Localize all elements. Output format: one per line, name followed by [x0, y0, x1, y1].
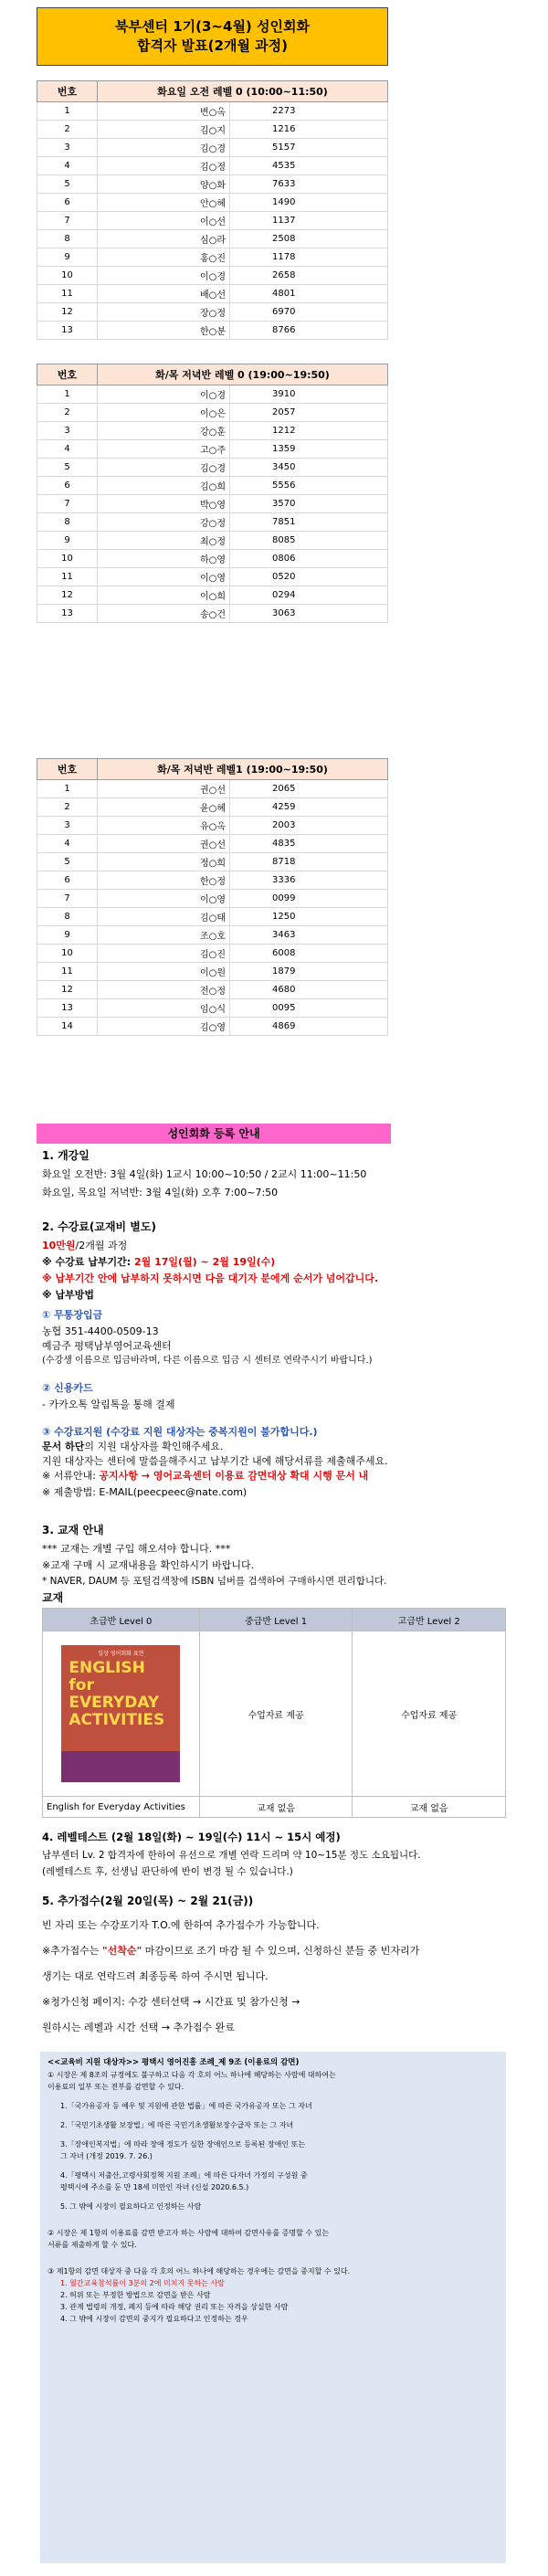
- textbook-cover-cell: [43, 1631, 200, 1797]
- textbook-footer-level2: 교재 없음: [353, 1797, 506, 1818]
- row-number: 4: [37, 440, 98, 459]
- notes-item5: 5. 그 밖에 시장이 필요하다고 인정하는 사람: [60, 2202, 202, 2211]
- row-code: 4869: [230, 1018, 388, 1036]
- row-number: 10: [37, 550, 98, 568]
- row-name: 한○정: [98, 871, 230, 890]
- table-row: [37, 568, 388, 586]
- extra-line5: 원하시는 레벨과 시간 선택 → 추가접수 완료: [42, 2022, 235, 2033]
- notes-item2: 2.「국민기초생활 보장법」에 따른 국민기초생활보장수급자 또는 그 자녀: [60, 2121, 294, 2129]
- row-code: 4801: [230, 285, 388, 303]
- row-code: 3336: [230, 871, 388, 890]
- table-row: [37, 212, 388, 230]
- row-name: 배○선: [98, 285, 230, 303]
- row-name: 홍○진: [98, 248, 230, 267]
- row-name: 김○경: [98, 139, 230, 157]
- row-number: 14: [37, 1018, 98, 1036]
- row-code: 0806: [230, 550, 388, 568]
- row-code: 4535: [230, 157, 388, 175]
- section1-line1: 화요일 오전반: 3월 4일(화) 1교시 10:00~10:50 / 2교시 11:00~11:50: [42, 1168, 367, 1180]
- row-code: 2658: [230, 267, 388, 285]
- row-name: 양○화: [98, 175, 230, 194]
- table-row: [37, 459, 388, 477]
- textbook-table: [42, 1608, 506, 1818]
- table-row: [37, 550, 388, 568]
- roster-header-class: 화/목 저녁반 레벨 0 (19:00~19:50): [98, 364, 388, 385]
- fee-line: [42, 1239, 127, 1252]
- payment-period-label: ※ 수강료 납부기간:: [42, 1256, 132, 1268]
- support-doc-line2: 지원 대상자는 센터에 말씀을해주시고 납부기간 내에 해당서류를 제출해주세요.: [42, 1455, 388, 1467]
- section2-title: 2. 수강료(교재비 별도): [42, 1220, 156, 1233]
- level-test-line2: (레벨테스트 후, 선생님 판단하에 반이 변경 될 수 있습니다.): [42, 1866, 293, 1877]
- table-row: [37, 322, 388, 340]
- support-eligibility-box: [40, 2052, 506, 2563]
- row-number: 1: [37, 780, 98, 798]
- textbook-cover-image: [61, 1645, 180, 1782]
- row-number: 5: [37, 459, 98, 477]
- table-row: [37, 1018, 388, 1036]
- row-code: 0520: [230, 568, 388, 586]
- table-row: [37, 963, 388, 981]
- row-name: 최○정: [98, 532, 230, 550]
- table-row: [37, 385, 388, 404]
- textbook-note1: *** 교재는 개별 구입 해오셔야 합니다. ***: [42, 1543, 231, 1555]
- row-code: 5556: [230, 477, 388, 495]
- row-number: 1: [37, 385, 98, 404]
- table-row: [37, 817, 388, 835]
- row-name: 김○영: [98, 1018, 230, 1036]
- row-name: 전○정: [98, 981, 230, 999]
- row-name: 김○태: [98, 908, 230, 926]
- table-row: [37, 908, 388, 926]
- row-name: 조○호: [98, 926, 230, 945]
- row-number: 5: [37, 175, 98, 194]
- row-number: 13: [37, 605, 98, 623]
- payment-method-title: ※ 납부방법: [42, 1289, 95, 1301]
- table-row: [37, 404, 388, 422]
- row-code: 7633: [230, 175, 388, 194]
- section1-title: 1. 개강일: [42, 1149, 90, 1162]
- page-title-line2: 합격자 발표(2개월 과정): [136, 37, 288, 54]
- notes-item3b: 그 자녀 (개정 2019. 7. 26.): [60, 2152, 153, 2160]
- row-number: 13: [37, 322, 98, 340]
- row-code: 8718: [230, 853, 388, 871]
- row-name: 이○경: [98, 267, 230, 285]
- table-row: [37, 477, 388, 495]
- table-row: [37, 194, 388, 212]
- row-name: 이○경: [98, 385, 230, 404]
- deposit-note: (수강생 이름으로 입금바라며, 다른 이름으로 입금 시 센터로 연락주시기 바랍니다.): [42, 1356, 373, 1366]
- textbook-sub: 교재: [42, 1591, 64, 1604]
- table-row: [37, 999, 388, 1018]
- row-number: 4: [37, 835, 98, 853]
- row-name: 하○영: [98, 550, 230, 568]
- row-number: 2: [37, 798, 98, 817]
- row-number: 1: [37, 102, 98, 121]
- notes-c-item4: 4. 그 밖에 시장이 감면의 중지가 필요하다고 인정하는 경우: [60, 2315, 248, 2323]
- extra-line2-rest: 마감이므로 조기 마감 될 수 있으며, 신청하신 분들 중 빈자리가: [142, 1945, 420, 1957]
- row-name: 정○희: [98, 853, 230, 871]
- row-number: 7: [37, 890, 98, 908]
- account-holder: 예금주 평택남부영어교육센터: [42, 1340, 172, 1352]
- row-code: 3063: [230, 605, 388, 623]
- row-number: 8: [37, 513, 98, 532]
- fee-suffix: /2개월 과정: [75, 1240, 128, 1251]
- textbook-footer-level0: English for Everyday Activities: [43, 1797, 200, 1818]
- row-number: 6: [37, 477, 98, 495]
- row-number: 9: [37, 248, 98, 267]
- section5-title: 5. 추가접수(2월 20일(목) ~ 2월 21(금)): [42, 1895, 254, 1907]
- fee-amount: 10만원: [42, 1240, 76, 1251]
- row-name: 안○혜: [98, 194, 230, 212]
- row-number: 12: [37, 981, 98, 999]
- notes-c1: ③ 제1항의 감면 대상자 중 다음 각 호의 어느 하나에 해당하는 경우에는 감면을 중지할 수 있다.: [47, 2267, 351, 2275]
- row-name: 이○원: [98, 963, 230, 981]
- row-name: 장○정: [98, 303, 230, 322]
- support-email: ※ 제출방법: E-MAIL(peecpeec@nate.com): [42, 1486, 248, 1498]
- row-number: 4: [37, 157, 98, 175]
- row-name: 김○정: [98, 157, 230, 175]
- notes-a2: 이용료의 일부 또는 전부를 감면할 수 있다.: [47, 2083, 184, 2091]
- level-test-line1: 남부센터 Lv. 2 합격자에 한하여 유선으로 개별 연락 드리며 약 10~15분 정도 소요됩니다.: [42, 1850, 421, 1861]
- row-code: 1250: [230, 908, 388, 926]
- table-row: [37, 285, 388, 303]
- extra-line3: 생기는 대로 연락드려 최종등록 하여 주시면 됩니다.: [42, 1970, 269, 1982]
- textbook-header-level2: 고급반 Level 2: [353, 1609, 506, 1631]
- row-name: 이○희: [98, 586, 230, 605]
- section1-line2: 화요일, 목요일 저녁반: 3월 4일(화) 오후 7:00~7:50: [42, 1187, 279, 1198]
- table-row: [37, 422, 388, 440]
- notes-b2: 서류를 제출하게 할 수 있다.: [47, 2241, 137, 2249]
- row-name: 이○영: [98, 568, 230, 586]
- textbook-header-level1: 중급반 Level 1: [199, 1609, 353, 1631]
- support-doc-pre: ※ 서류안내:: [42, 1470, 100, 1482]
- card-note: - 카카오톡 알림톡을 통해 결제: [42, 1399, 175, 1410]
- row-code: 8766: [230, 322, 388, 340]
- row-code: 4680: [230, 981, 388, 999]
- row-number: 9: [37, 926, 98, 945]
- row-code: 2273: [230, 102, 388, 121]
- notes-item1: 1.「국가유공자 등 예우 및 지원에 관한 법률」에 따른 국가유공자 또는 그 자녀: [60, 2102, 312, 2110]
- method-credit-card: ② 신용카드: [42, 1382, 93, 1394]
- row-name: 권○선: [98, 835, 230, 853]
- roster-table-evening-level0: [37, 364, 388, 623]
- table-row: [37, 835, 388, 853]
- table-row: [37, 230, 388, 248]
- book-top-text: 일상 영어회화 표현: [98, 1651, 144, 1657]
- extra-line1: 빈 자리 또는 수강포기자 T.O.에 한하여 추가접수가 가능합니다.: [42, 1919, 320, 1931]
- row-number: 11: [37, 568, 98, 586]
- roster-header-class: 화요일 오전 레벨 0 (10:00~11:50): [98, 81, 388, 102]
- row-name: 김○경: [98, 459, 230, 477]
- row-name: 한○분: [98, 322, 230, 340]
- table-row: [37, 175, 388, 194]
- roster-table-tuesday-morning: [37, 80, 388, 340]
- roster-header-class: 화/목 저녁반 레벨1 (19:00~19:50): [98, 759, 388, 780]
- table-row: [37, 440, 388, 459]
- row-code: 4835: [230, 835, 388, 853]
- bank-account: 농협 351-4400-0509-13: [42, 1325, 159, 1337]
- row-code: 1212: [230, 422, 388, 440]
- support-doc-bold: 문서 하단: [42, 1441, 85, 1452]
- notes-a1: ① 시장은 제 8조의 규정에도 불구하고 다음 각 호의 어느 하나에 해당하는 사람에 대하여는: [47, 2071, 336, 2079]
- roster-header-no: 번호: [37, 759, 98, 780]
- table-row: [37, 890, 388, 908]
- row-number: 2: [37, 121, 98, 139]
- notes-item3a: 3.「장애인복지법」에 따라 장애 정도가 심한 장애인으로 등록된 장애인 또는: [60, 2140, 306, 2148]
- page-title-box: [37, 7, 388, 66]
- book-title-text: ENGLISH for EVERYDAY ACTIVITIES: [68, 1659, 165, 1729]
- roster-table-evening-level1: [37, 758, 388, 1036]
- row-number: 8: [37, 230, 98, 248]
- book-illustration: [61, 1751, 180, 1782]
- notes-item4b: 평택시에 주소를 둔 만 18세 미만인 자녀 (신설 2020.6.5.): [60, 2183, 249, 2191]
- row-name: 김○희: [98, 477, 230, 495]
- table-row: [37, 871, 388, 890]
- row-name: 김○진: [98, 945, 230, 963]
- notes-title: <<교육비 지원 대상자>> 평택시 영어진흥 조례_제 9조 (이용료의 감면): [47, 2058, 300, 2067]
- row-code: 1216: [230, 121, 388, 139]
- table-row: [37, 532, 388, 550]
- notes-c-item2: 2. 허위 또는 부정한 방법으로 감면을 받은 사람: [60, 2291, 211, 2299]
- row-number: 11: [37, 963, 98, 981]
- textbook-note3: * NAVER, DAUM 등 포털검색창에 ISBN 넘버를 검색하여 구매하시면 편리합니다.: [42, 1576, 387, 1587]
- row-number: 10: [37, 267, 98, 285]
- row-code: 0294: [230, 586, 388, 605]
- row-code: 1137: [230, 212, 388, 230]
- notes-b1: ② 시장은 제 1항의 이용료를 감면 받고자 하는 사람에 대하여 감면사유를 증명할 수 있는: [47, 2229, 330, 2237]
- row-name: 권○선: [98, 780, 230, 798]
- row-code: 1178: [230, 248, 388, 267]
- extra-line2: [42, 1944, 419, 1958]
- level2-provided: 수업자료 제공: [353, 1631, 506, 1797]
- row-number: 6: [37, 871, 98, 890]
- row-name: 박○영: [98, 495, 230, 513]
- extra-line2-pre: ※추가접수는: [42, 1945, 102, 1957]
- table-row: [37, 780, 388, 798]
- support-doc-red: 공지사항 → 영어교육센터 이용료 감면대상 확대 시행 문서 내: [99, 1470, 369, 1482]
- table-row: [37, 798, 388, 817]
- row-number: 11: [37, 285, 98, 303]
- extra-line2-red: "선착순": [101, 1945, 142, 1957]
- row-code: 1490: [230, 194, 388, 212]
- payment-period-value: 2월 17일(월) ~ 2월 19일(수): [133, 1256, 276, 1268]
- row-number: 12: [37, 303, 98, 322]
- textbook-header-level0: 초급반 Level 0: [43, 1609, 200, 1631]
- payment-period-line: [42, 1255, 275, 1269]
- row-code: 3910: [230, 385, 388, 404]
- row-code: 6970: [230, 303, 388, 322]
- method-bank-transfer: ① 무통장입금: [42, 1309, 103, 1321]
- section3-title: 3. 교재 안내: [42, 1524, 104, 1536]
- textbook-note2: ※교재 구매 시 교재내용을 확인하시기 바랍니다.: [42, 1559, 255, 1571]
- table-row: [37, 248, 388, 267]
- row-name: 강○정: [98, 513, 230, 532]
- method-fee-support: ③ 수강료지원 (수강료 지원 대상자는 중복지원이 불가합니다.): [42, 1426, 318, 1438]
- table-row: [37, 945, 388, 963]
- row-code: 6008: [230, 945, 388, 963]
- row-name: 강○훈: [98, 422, 230, 440]
- row-code: 7851: [230, 513, 388, 532]
- section4-title: 4. 레벨테스트 (2월 18일(화) ~ 19일(수) 11시 ~ 15시 예정): [42, 1831, 341, 1843]
- row-code: 2508: [230, 230, 388, 248]
- row-name: 이○은: [98, 404, 230, 422]
- row-code: 4259: [230, 798, 388, 817]
- row-number: 8: [37, 908, 98, 926]
- row-name: 변○옥: [98, 102, 230, 121]
- row-number: 2: [37, 404, 98, 422]
- table-row: [37, 926, 388, 945]
- row-code: 5157: [230, 139, 388, 157]
- level1-provided: 수업자료 제공: [199, 1631, 353, 1797]
- row-code: 3450: [230, 459, 388, 477]
- textbook-footer-level1: 교재 없음: [199, 1797, 353, 1818]
- table-row: [37, 139, 388, 157]
- table-row: [37, 586, 388, 605]
- table-row: [37, 981, 388, 999]
- row-name: 이○영: [98, 890, 230, 908]
- row-code: 3463: [230, 926, 388, 945]
- row-code: 1879: [230, 963, 388, 981]
- row-code: 2065: [230, 780, 388, 798]
- row-number: 6: [37, 194, 98, 212]
- table-row: [37, 102, 388, 121]
- row-code: 2003: [230, 817, 388, 835]
- table-row: [37, 121, 388, 139]
- row-number: 10: [37, 945, 98, 963]
- row-code: 0099: [230, 890, 388, 908]
- support-doc-line: [42, 1440, 223, 1453]
- row-code: 0095: [230, 999, 388, 1018]
- row-code: 2057: [230, 404, 388, 422]
- table-row: [37, 513, 388, 532]
- table-row: [37, 157, 388, 175]
- row-name: 윤○혜: [98, 798, 230, 817]
- page-title-line1: 북부센터 1기(3~4월) 성인회화: [115, 18, 310, 35]
- table-row: [37, 853, 388, 871]
- row-number: 3: [37, 817, 98, 835]
- row-code: 3570: [230, 495, 388, 513]
- table-row: [37, 303, 388, 322]
- table-row: [37, 267, 388, 285]
- row-number: 9: [37, 532, 98, 550]
- notes-item4a: 4.「평택시 저출산,고령사회정책 지원 조례」에 따른 다자녀 가정의 구성원 중: [60, 2171, 308, 2180]
- roster-header-no: 번호: [37, 81, 98, 102]
- guide-header: 성인회화 등록 안내: [37, 1124, 391, 1144]
- table-row: [37, 495, 388, 513]
- row-code: 8085: [230, 532, 388, 550]
- row-name: 김○지: [98, 121, 230, 139]
- row-number: 5: [37, 853, 98, 871]
- row-name: 송○건: [98, 605, 230, 623]
- row-code: 1359: [230, 440, 388, 459]
- row-number: 12: [37, 586, 98, 605]
- support-doc-rest: 의 지원 대상자를 확인해주세요.: [84, 1441, 224, 1452]
- notes-c-item1: 1. 월간교육참석률이 3분의 2에 미치지 못하는 사람: [60, 2279, 225, 2287]
- row-number: 7: [37, 212, 98, 230]
- row-name: 유○옥: [98, 817, 230, 835]
- extra-line4: ※청가신청 페이지: 수강 센터선택 → 시간표 및 참가신청 →: [42, 1996, 300, 2008]
- roster-header-no: 번호: [37, 364, 98, 385]
- row-name: 이○선: [98, 212, 230, 230]
- support-doc-line3: [42, 1469, 368, 1483]
- table-row: [37, 605, 388, 623]
- payment-warning: ※ 납부기간 안에 납부하지 못하시면 다음 대기자 분에게 순서가 넘어갑니다.: [42, 1272, 379, 1284]
- row-name: 임○식: [98, 999, 230, 1018]
- row-name: 심○라: [98, 230, 230, 248]
- row-name: 고○주: [98, 440, 230, 459]
- row-number: 13: [37, 999, 98, 1018]
- row-number: 3: [37, 139, 98, 157]
- row-number: 7: [37, 495, 98, 513]
- row-number: 3: [37, 422, 98, 440]
- notes-c-item3: 3. 관계 법령의 개정, 폐지 등에 따라 해당 권리 또는 자격을 상실한 사람: [60, 2303, 289, 2311]
